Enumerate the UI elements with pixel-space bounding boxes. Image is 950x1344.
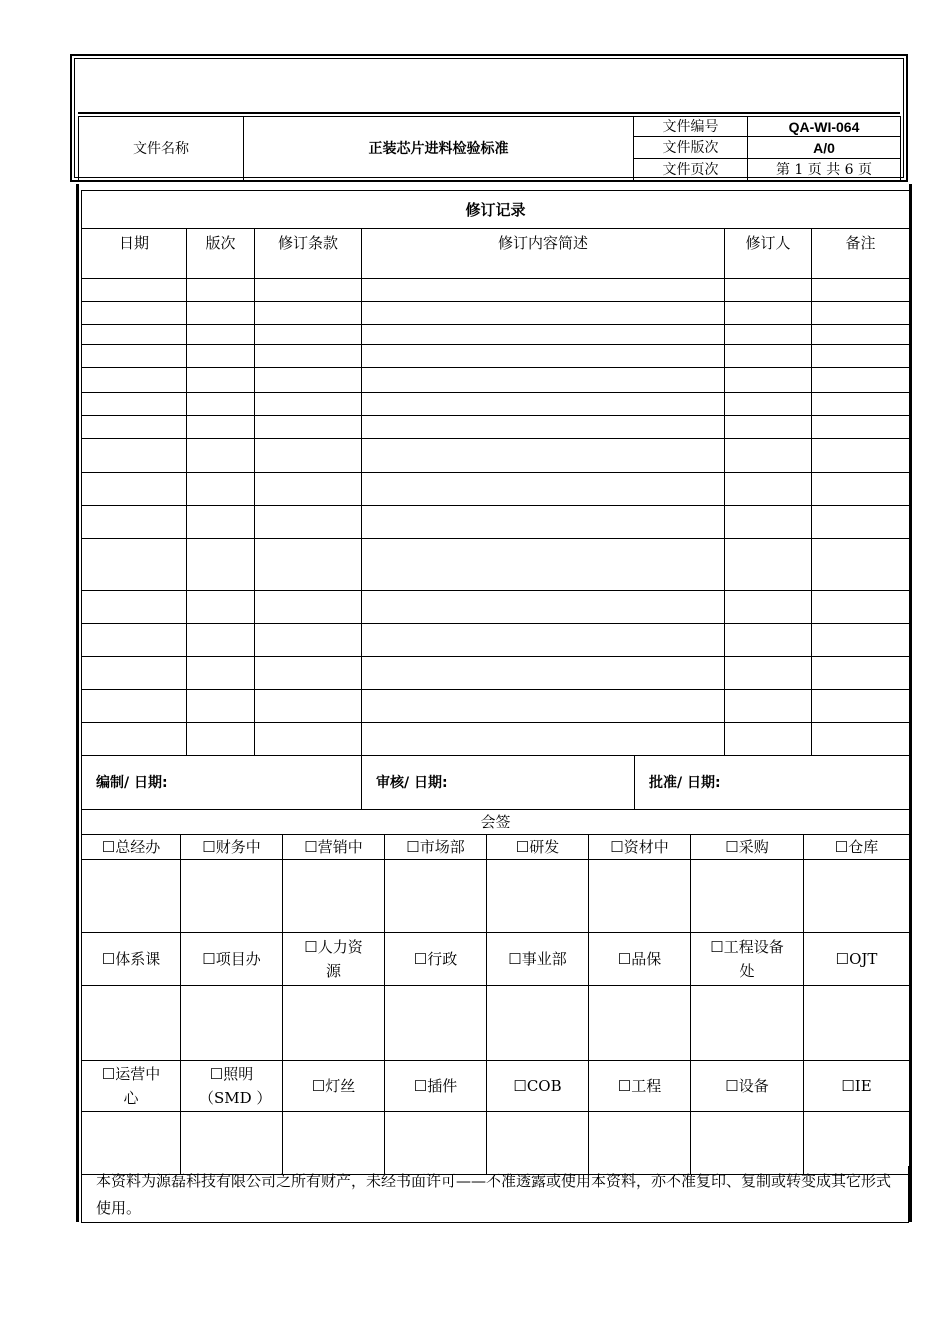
cs-checkbox[interactable]: ☐运营中心	[82, 1061, 181, 1112]
revision-cell[interactable]	[187, 473, 255, 506]
revision-row	[82, 302, 910, 325]
doc-title: 正装芯片进料检验标准	[244, 117, 634, 181]
revision-cell[interactable]	[255, 473, 362, 506]
col-reviser: 修订人	[725, 229, 812, 279]
revision-rows	[82, 279, 910, 756]
revision-cell[interactable]	[725, 591, 812, 624]
revision-cell[interactable]	[255, 302, 362, 325]
revision-cell[interactable]	[812, 302, 910, 325]
revision-cell[interactable]	[362, 368, 725, 393]
revision-row	[82, 393, 910, 416]
cs-checkbox[interactable]: ☐人力资源	[283, 933, 385, 986]
cs-sign-cell	[487, 860, 589, 933]
document-header-table	[78, 116, 901, 181]
revision-cell[interactable]	[187, 439, 255, 473]
cs-sign-cell	[691, 860, 804, 933]
revision-cell[interactable]	[187, 657, 255, 690]
cs-checkbox[interactable]: ☐工程	[589, 1061, 691, 1112]
revision-cell[interactable]	[187, 506, 255, 539]
revision-row	[82, 591, 910, 624]
revision-cell[interactable]	[255, 416, 362, 439]
cs-sign-cell	[283, 986, 385, 1061]
cs-checkbox[interactable]: ☐总经办	[82, 835, 181, 860]
revision-cell[interactable]	[362, 325, 725, 345]
signoff-table	[81, 755, 910, 810]
cs-checkbox[interactable]: ☐品保	[589, 933, 691, 986]
cs-checkbox[interactable]: ☐工程设备处	[691, 933, 804, 986]
revision-cell[interactable]	[725, 690, 812, 723]
revision-cell[interactable]	[812, 657, 910, 690]
cs-checkbox[interactable]: ☐灯丝	[283, 1061, 385, 1112]
col-date: 日期	[82, 229, 187, 279]
cs-checkbox[interactable]: ☐研发	[487, 835, 589, 860]
revision-cell[interactable]	[362, 345, 725, 368]
revision-cell[interactable]	[255, 506, 362, 539]
revision-cell[interactable]	[255, 690, 362, 723]
revision-cell[interactable]	[255, 624, 362, 657]
cs-sign-cell	[487, 986, 589, 1061]
revision-cell[interactable]	[725, 279, 812, 302]
revision-cell[interactable]	[255, 325, 362, 345]
cs-checkbox[interactable]: ☐OJT	[804, 933, 910, 986]
revision-row	[82, 325, 910, 345]
cs-checkbox[interactable]: ☐事业部	[487, 933, 589, 986]
revision-cell[interactable]	[187, 325, 255, 345]
countersign-title: 会签	[82, 810, 910, 835]
revision-row	[82, 624, 910, 657]
revision-cell[interactable]	[362, 393, 725, 416]
revision-cell[interactable]	[255, 279, 362, 302]
revision-cell[interactable]	[187, 279, 255, 302]
revision-cell[interactable]	[255, 345, 362, 368]
cs-sign-cell	[691, 986, 804, 1061]
revision-cell[interactable]	[812, 506, 910, 539]
cs-checkbox[interactable]: ☐采购	[691, 835, 804, 860]
revision-cell[interactable]	[362, 473, 725, 506]
approved-by: 批准/ 日期:	[635, 756, 910, 810]
revision-cell[interactable]	[362, 624, 725, 657]
body-frame-left	[76, 184, 79, 1222]
cs-sign-cell	[804, 860, 910, 933]
revision-cell[interactable]	[82, 624, 187, 657]
revision-cell[interactable]	[362, 690, 725, 723]
cs-checkbox[interactable]: ☐IE	[804, 1061, 910, 1112]
revision-cell[interactable]	[362, 591, 725, 624]
revision-cell[interactable]	[812, 279, 910, 302]
revision-cell[interactable]	[812, 416, 910, 439]
revision-cell[interactable]	[362, 279, 725, 302]
revision-cell[interactable]	[82, 368, 187, 393]
doc-no-value: QA-WI-064	[748, 117, 901, 137]
revision-cell[interactable]	[82, 302, 187, 325]
col-clause: 修订条款	[255, 229, 362, 279]
revision-row	[82, 690, 910, 723]
cs-checkbox[interactable]: ☐插件	[385, 1061, 487, 1112]
revision-cell[interactable]	[812, 723, 910, 756]
prepared-by: 编制/ 日期:	[82, 756, 362, 810]
revision-cell[interactable]	[187, 393, 255, 416]
revision-cell[interactable]	[725, 723, 812, 756]
revision-cell[interactable]	[82, 416, 187, 439]
revision-cell[interactable]	[812, 539, 910, 591]
revision-cell[interactable]	[812, 345, 910, 368]
revision-cell[interactable]	[812, 393, 910, 416]
revision-row	[82, 279, 910, 302]
revision-row	[82, 539, 910, 591]
revision-cell[interactable]	[255, 368, 362, 393]
cs-checkbox[interactable]: ☐COB	[487, 1061, 589, 1112]
revision-cell[interactable]	[725, 439, 812, 473]
revision-cell[interactable]	[255, 539, 362, 591]
cs-checkbox[interactable]: ☐营销中	[283, 835, 385, 860]
cs-checkbox[interactable]: ☐设备	[691, 1061, 804, 1112]
cs-sign-cell	[283, 860, 385, 933]
page-value: 第 1 页 共 6 页	[748, 159, 901, 181]
revision-cell[interactable]	[725, 473, 812, 506]
revision-cell[interactable]	[82, 539, 187, 591]
revision-cell[interactable]	[725, 539, 812, 591]
revision-cell[interactable]	[812, 368, 910, 393]
revision-cell[interactable]	[812, 439, 910, 473]
revision-cell[interactable]	[725, 657, 812, 690]
revision-cell[interactable]	[362, 539, 725, 591]
revision-cell[interactable]	[255, 591, 362, 624]
revision-row	[82, 473, 910, 506]
revision-cell[interactable]	[362, 506, 725, 539]
page-label: 文件页次	[634, 159, 748, 181]
col-summary: 修订内容简述	[362, 229, 725, 279]
cs-sign-cell	[385, 986, 487, 1061]
reviewed-by: 审核/ 日期:	[362, 756, 635, 810]
revision-row	[82, 368, 910, 393]
revision-cell[interactable]	[812, 325, 910, 345]
revision-row	[82, 723, 910, 756]
revision-cell[interactable]	[255, 393, 362, 416]
revision-cell[interactable]	[187, 723, 255, 756]
revision-cell[interactable]	[187, 416, 255, 439]
revision-row	[82, 439, 910, 473]
cs-sign-cell	[385, 860, 487, 933]
cs-sign-cell	[181, 986, 283, 1061]
revision-cell[interactable]	[812, 591, 910, 624]
cs-sign-cell	[589, 860, 691, 933]
revision-cell[interactable]	[82, 439, 187, 473]
revision-cell[interactable]	[187, 539, 255, 591]
revision-cell[interactable]	[82, 723, 187, 756]
revision-cell[interactable]	[255, 439, 362, 473]
cs-sign-cell	[589, 986, 691, 1061]
revision-cell[interactable]	[725, 345, 812, 368]
cs-sign-cell	[804, 986, 910, 1061]
cs-sign-cell	[181, 860, 283, 933]
revision-cell[interactable]	[725, 325, 812, 345]
revision-cell[interactable]	[725, 506, 812, 539]
revision-cell[interactable]	[255, 657, 362, 690]
version-value: A/0	[748, 137, 901, 159]
revision-cell[interactable]	[82, 506, 187, 539]
revision-cell[interactable]	[187, 690, 255, 723]
revision-cell[interactable]	[725, 302, 812, 325]
revision-cell[interactable]	[362, 302, 725, 325]
revision-row	[82, 345, 910, 368]
revision-row	[82, 657, 910, 690]
revision-cell[interactable]	[255, 723, 362, 756]
cs-checkbox[interactable]: ☐资材中	[589, 835, 691, 860]
doc-no-label: 文件编号	[634, 117, 748, 137]
revision-title: 修订记录	[82, 191, 910, 229]
revision-cell[interactable]	[82, 325, 187, 345]
revision-cell[interactable]	[82, 657, 187, 690]
cs-checkbox[interactable]: ☐体系课	[82, 933, 181, 986]
revision-cell[interactable]	[812, 624, 910, 657]
revision-cell[interactable]	[812, 690, 910, 723]
cs-checkbox[interactable]: ☐行政	[385, 933, 487, 986]
revision-cell[interactable]	[725, 368, 812, 393]
header-divider	[78, 112, 900, 114]
cs-checkbox[interactable]: ☐项目办	[181, 933, 283, 986]
revision-cell[interactable]	[812, 473, 910, 506]
revision-cell[interactable]	[725, 624, 812, 657]
revision-cell[interactable]	[82, 393, 187, 416]
confidentiality-notice: 本资料为源磊科技有限公司之所有财产，未经书面许可——不准透露或使用本资料，亦不准复印、复制或转变成其它形式使用。	[81, 1166, 909, 1223]
doc-name-label: 文件名称	[79, 117, 244, 181]
version-label: 文件版次	[634, 137, 748, 159]
revision-cell[interactable]	[187, 624, 255, 657]
cs-checkbox[interactable]: ☐照明（SMD ）	[181, 1061, 283, 1112]
revision-row	[82, 506, 910, 539]
revision-cell[interactable]	[362, 416, 725, 439]
revision-cell[interactable]	[82, 591, 187, 624]
cs-sign-cell	[82, 860, 181, 933]
cs-checkbox[interactable]: ☐市场部	[385, 835, 487, 860]
revision-cell[interactable]	[187, 591, 255, 624]
revision-cell[interactable]	[362, 723, 725, 756]
revision-cell[interactable]	[362, 439, 725, 473]
revision-cell[interactable]	[725, 393, 812, 416]
cs-sign-cell	[82, 986, 181, 1061]
revision-record-table	[81, 190, 910, 756]
revision-cell[interactable]	[82, 690, 187, 723]
revision-cell[interactable]	[725, 416, 812, 439]
countersign-table	[81, 809, 910, 1175]
revision-cell[interactable]	[362, 657, 725, 690]
cs-checkbox[interactable]: ☐仓库	[804, 835, 910, 860]
cs-checkbox[interactable]: ☐财务中	[181, 835, 283, 860]
revision-cell[interactable]	[82, 473, 187, 506]
col-remark: 备注	[812, 229, 910, 279]
revision-cell[interactable]	[82, 345, 187, 368]
revision-cell[interactable]	[187, 302, 255, 325]
revision-cell[interactable]	[187, 345, 255, 368]
revision-cell[interactable]	[82, 279, 187, 302]
col-version: 版次	[187, 229, 255, 279]
revision-cell[interactable]	[187, 368, 255, 393]
revision-row	[82, 416, 910, 439]
